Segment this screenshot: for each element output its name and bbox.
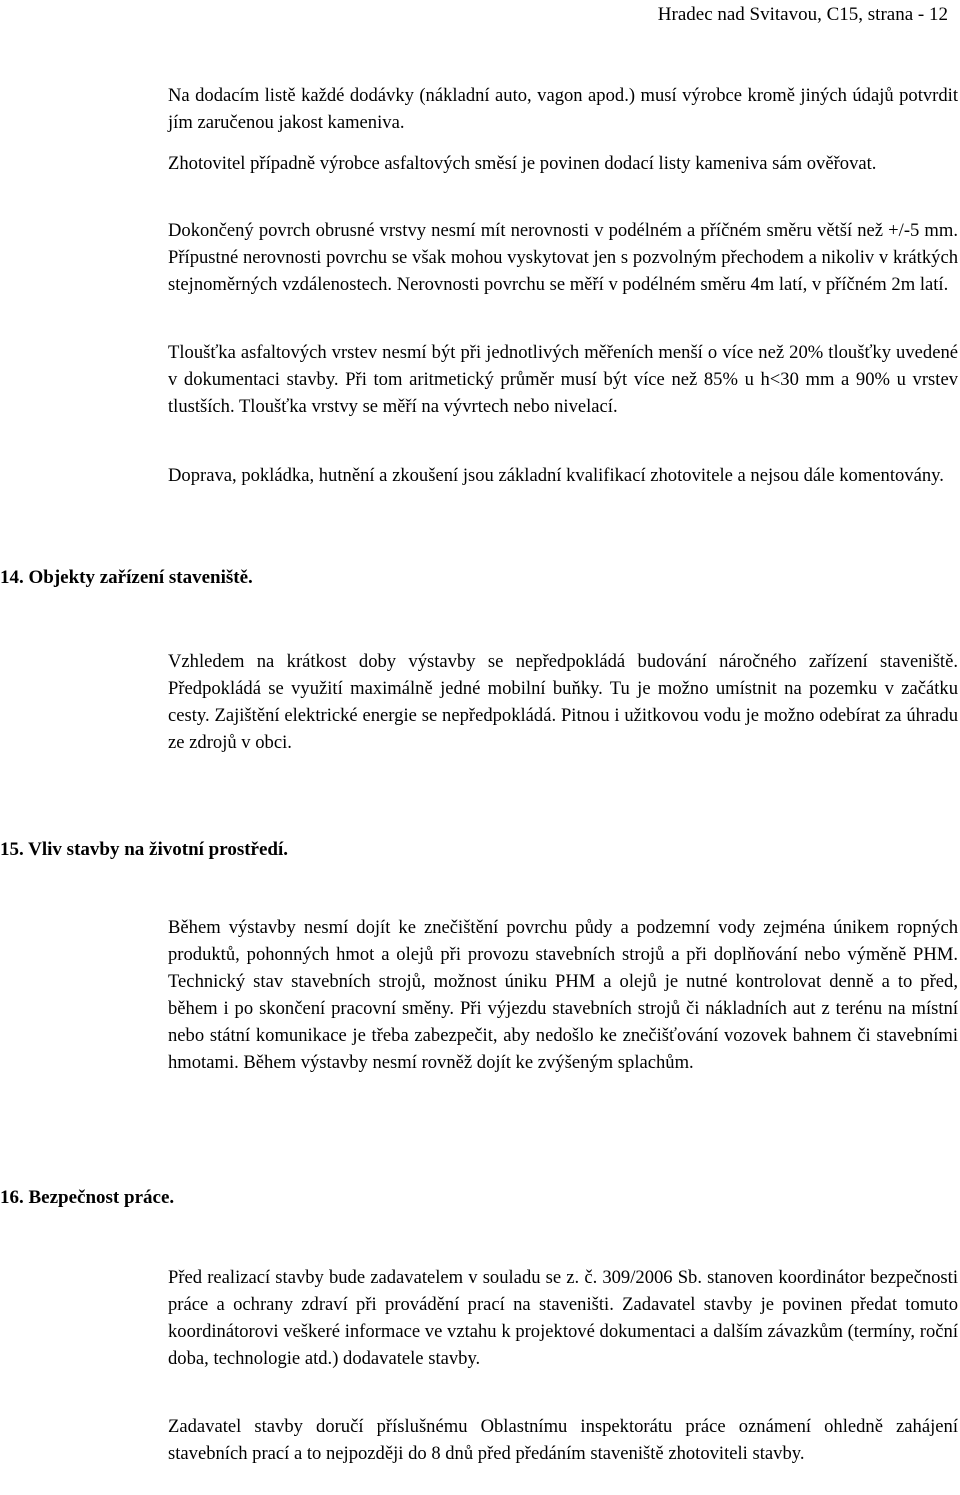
paragraph-contractor-verification: Zhotovitel případně výrobce asfaltových směsí je povinen dodací listy kameniva sám ověřovat.	[168, 153, 877, 174]
section-14-text: Vzhledem na krátkost doby výstavby se nepředpokládá budování náročného zařízení staveniště. Předpokládá se využití maximálně jedné mobilní buňky. Tu je možno umístnit na pozemku v začátku cesty. Zajištění elektrické energie se nepředpokládá. Pitnou i užitkovou vodu je možno odebírat za úhradu ze zdrojů v obci.	[168, 651, 958, 753]
section-16-paragraph-2: Zadavatel stavby doručí příslušnému Oblastnímu inspektorátu práce oznámení ohledně zahájení stavebních prací a to nejpozději do 8 dnů před předáním staveniště zhotoviteli stavby.	[168, 1416, 958, 1464]
paragraph-transport-laying: Doprava, pokládka, hutnění a zkoušení jsou základní kvalifikací zhotovitele a nejsou dále komentovány.	[168, 465, 944, 486]
paragraph-layer-thickness: Tloušťka asfaltových vrstev nesmí být při jednotlivých měřeních menší o více než 20% tloušťky uvedené v dokumentaci stavby. Při tom aritmetický průměr musí být více než 85% u h<30 mm a 90% u vrstev tlustších. Tloušťka vrstvy se měří na vývrtech nebo nivelací.	[168, 342, 958, 417]
section-14-heading: 14. Objekty zařízení staveniště.	[0, 567, 253, 588]
section-15-text: Během výstavby nesmí dojít ke znečištění povrchu půdy a podzemní vody zejména únikem ropných produktů, pohonných hmot a olejů při provozu stavebních strojů a při doplňování nebo výměně PHM. Technický stav stavebních strojů, možnost úniku PHM a olejů je nutné kontrolovat denně a to před, během i po skončení pracovní směny. Při výjezdu stavebních strojů či nákladních aut z terénu na místní nebo státní komunikace je třeba zabezpečit, aby nedošlo ke znečišťování vozovek bahnem či stavebními hmotami. Během výstavby nesmí rovněž dojít ke zvýšeným splachům.	[168, 917, 958, 1073]
section-16-heading: 16. Bezpečnost práce.	[0, 1187, 175, 1208]
paragraph-surface-unevenness: Dokončený povrch obrusné vrstvy nesmí mít nerovnosti v podélném a příčném směru větší než +/-5 mm. Přípustné nerovnosti povrchu se však mohou vyskytovat jen s pozvolným přechodem a nikoliv v krátkých stejnoměrných vzdálenostech. Nerovnosti povrchu se měří v podélném směru 4m latí, v příčném 2m latí.	[168, 220, 958, 295]
paragraph-delivery-note: Na dodacím listě každé dodávky (nákladní auto, vagon apod.) musí výrobce kromě jiných údajů potvrdit jím zaručenou jakost kameniva.	[168, 85, 958, 133]
section-16-paragraph-1: Před realizací stavby bude zadavatelem v souladu se z. č. 309/2006 Sb. stanoven koordinátor bezpečnosti práce a ochrany zdraví při provádění prací na staveništi. Zadavatel stavby je povinen předat tomuto koordinátorovi veškeré informace ve vztahu k projektové dokumentaci a dalším závazkům (termíny, roční doba, technologie atd.) dodavatele stavby.	[168, 1267, 958, 1369]
section-15-heading: 15. Vliv stavby na životní prostředí.	[0, 839, 289, 860]
page-header: Hradec nad Svitavou, C15, strana - 12	[657, 4, 948, 25]
